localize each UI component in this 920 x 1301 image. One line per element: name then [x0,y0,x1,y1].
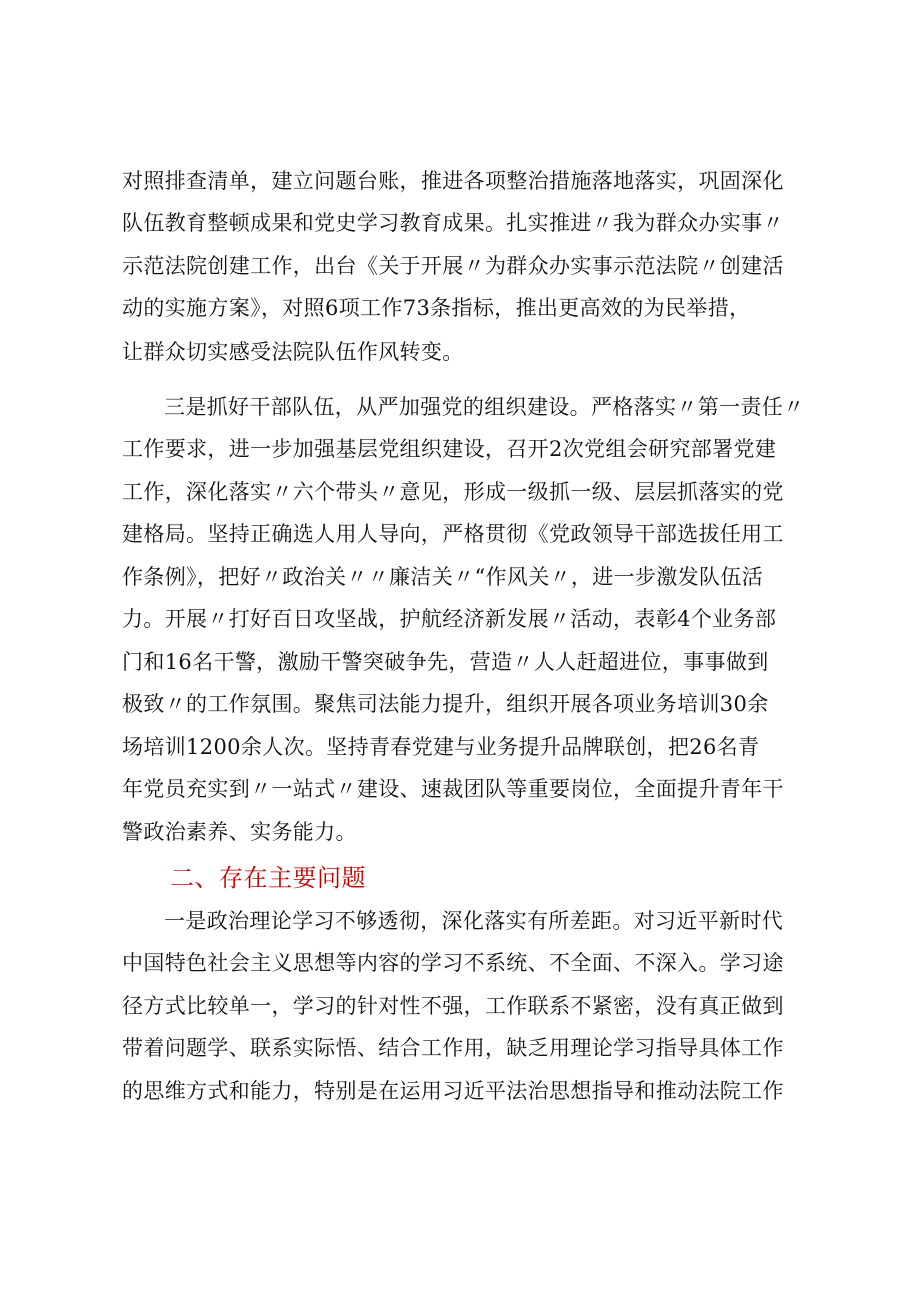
paragraph-line: 工作要求，进一步加强基层党组织建设，召开2次党组会研究部署党建 [122,437,777,461]
paragraph-line: 让群众切实感受法院队伍作风转变。 [122,340,464,364]
paragraph-line: 力。开展〃打好百日攻坚战，护航经济新发展〃活动，表彰4个业务部 [122,607,777,631]
paragraph-line: 的思维方式和能力，特别是在运用习近平法治思想指导和推动法院工作 [122,1079,784,1103]
paragraph-line: 建格局。坚持正确选人用人导向，严格贯彻《党政领导干部选拔任用工 [122,522,784,546]
paragraph-line: 警政治素养、实务能力。 [122,820,357,844]
paragraph-line: 对照排查清单，建立问题台账，推进各项整治措施落地落实，巩固深化 [122,169,784,193]
paragraph-line: 示范法院创建工作，出台《关于开展〃为群众办实事示范法院〃创建活 [122,254,784,278]
paragraph-line: 年党员充实到〃一站式〃建设、速裁团队等重要岗位，全面提升青年干 [122,777,784,801]
paragraph-line: 作条例》，把好〃政治关〃〃廉洁关〃“作风关〃，进一步激发队伍活 [122,565,764,589]
paragraph-line: 场培训1200余人次。坚持青春党建与业务提升品牌联创，把26名青 [122,735,760,759]
paragraph-line: 动的实施方案》，对照6项工作73条指标，推出更高效的为民举措， [122,296,751,320]
paragraph-line: 队伍教育整顿成果和党史学习教育成果。扎实推进〃我为群众办实事〃 [122,211,784,235]
paragraph-line: 极致〃的工作氛围。聚焦司法能力提升，组织开展各项业务培训30余 [122,692,769,716]
paragraph-line: 带着问题学、联系实际悟、结合工作用，缺乏用理论学习指导具体工作 [122,1036,784,1060]
paragraph-line: 工作，深化落实〃六个带头〃意见，形成一级抓一级、层层抓落实的党 [122,480,784,504]
paragraph-line: 门和16名干警，激励干警突破争先，营造〃人人赶超进位，事事做到 [122,650,769,674]
section-heading: 二、存在主要问题 [170,864,366,892]
paragraph-line: 一是政治理论学习不够透彻，深化落实有所差距。对习近平新时代 [164,909,784,933]
paragraph-line: 中国特色社会主义思想等内容的学习不系统、不全面、不深入。学习途 [122,951,784,975]
paragraph-line: 三是抓好干部队伍，从严加强党的组织建设。严格落实〃第一责任〃 [164,395,805,419]
paragraph-line: 径方式比较单一，学习的针对性不强，工作联系不紧密，没有真正做到 [122,994,784,1018]
